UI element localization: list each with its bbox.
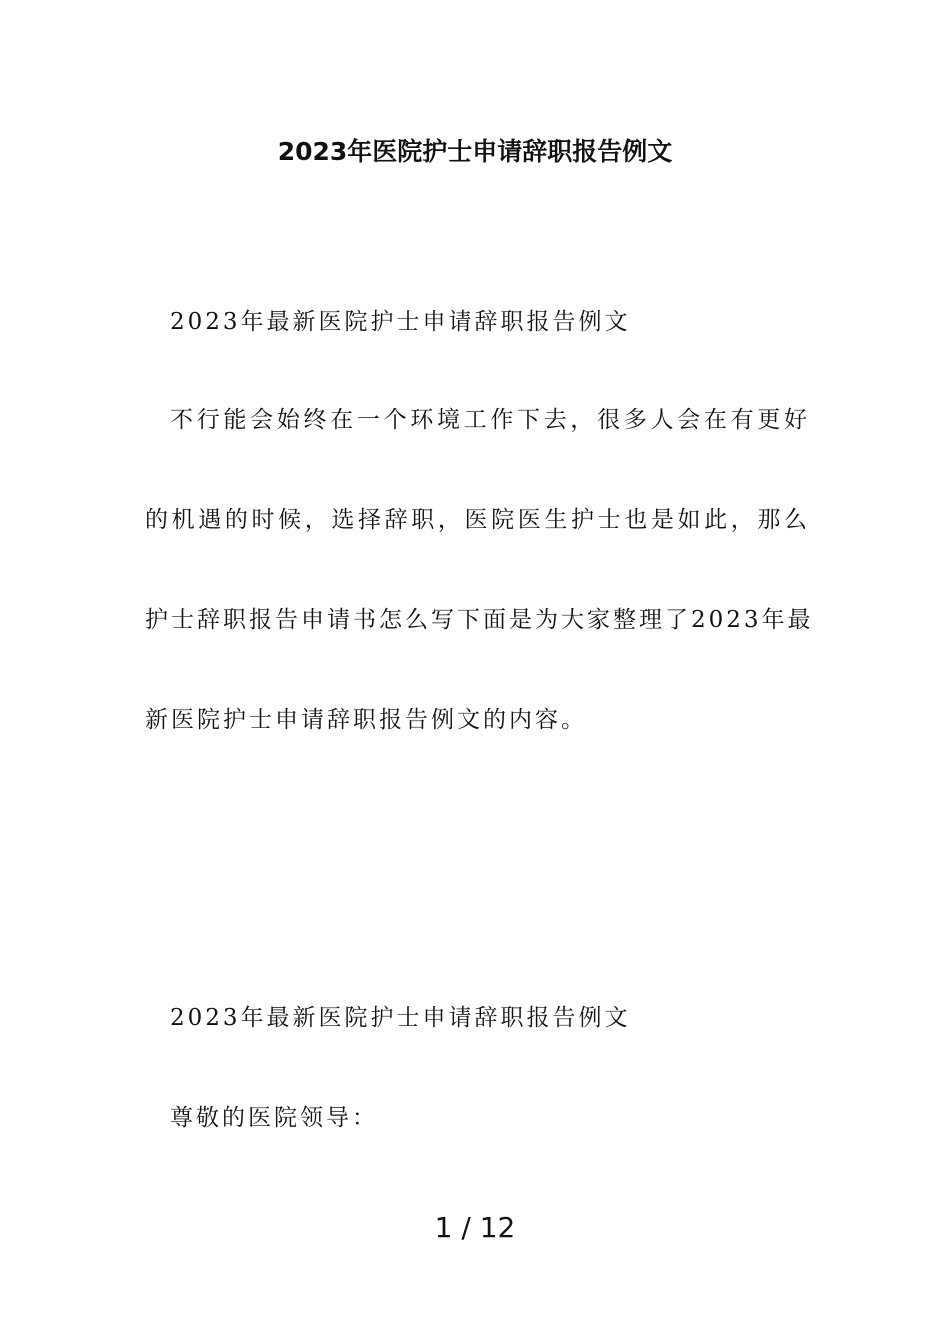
- intro-paragraph-line: 不行能会始终在一个环境工作下去，很多人会在有更好: [170, 407, 810, 433]
- letter-heading: 2023年最新医院护士申请辞职报告例文: [170, 1005, 631, 1031]
- document-title: 2023年医院护士申请辞职报告例文: [277, 137, 673, 166]
- page-number: 1 / 12: [434, 1211, 516, 1244]
- intro-paragraph-line: 护士辞职报告申请书怎么写下面是为大家整理了2023年最: [145, 607, 814, 633]
- intro-paragraph-line: 的机遇的时候，选择辞职，医院医生护士也是如此，那么: [145, 507, 810, 533]
- section-heading: 2023年最新医院护士申请辞职报告例文: [170, 309, 631, 335]
- salutation: 尊敬的医院领导：: [170, 1105, 378, 1131]
- intro-paragraph-line: 新医院护士申请辞职报告例文的内容。: [145, 707, 587, 733]
